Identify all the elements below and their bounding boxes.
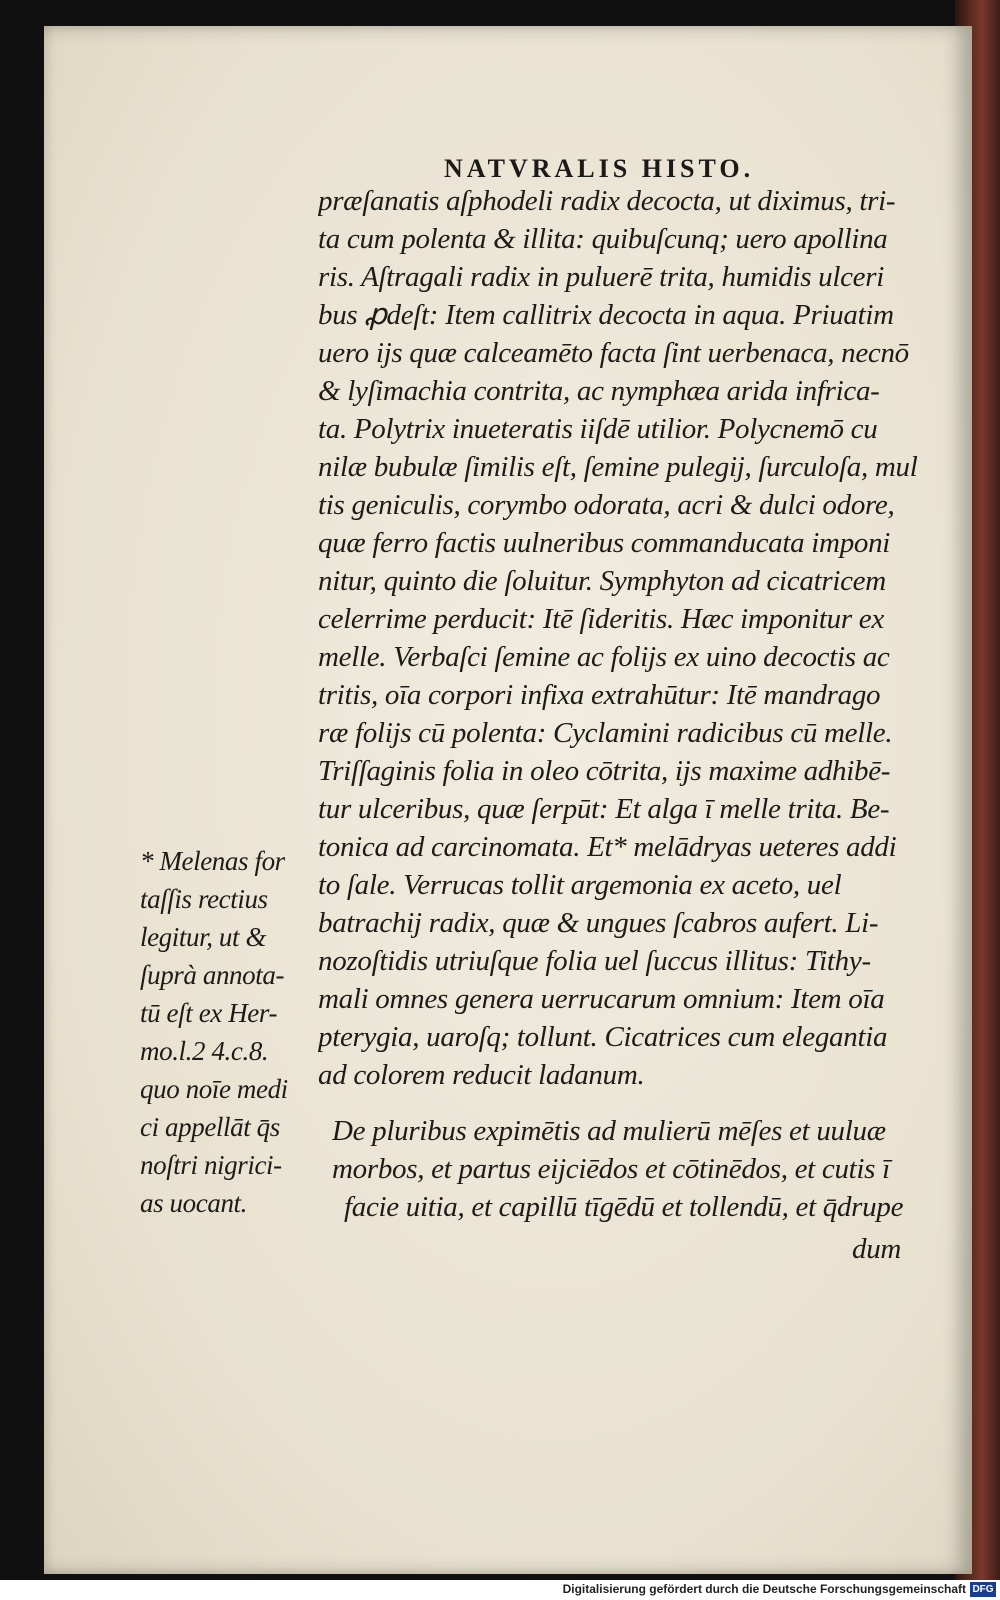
margin-line: ci appellāt q̄s — [140, 1112, 280, 1142]
running-title: NATVRALIS HISTO. — [444, 154, 755, 183]
text-line: pterygia, uaroſq; tollunt. Cicatrices cum elegantia — [318, 1021, 888, 1053]
dfg-logo-icon: DFG — [970, 1582, 996, 1597]
book-page — [44, 26, 972, 1574]
text-line: to ſale. Verrucas tollit argemonia ex aceto, uel — [318, 869, 842, 901]
text-line: mali omnes genera uerrucarum omnium: Item oīa — [318, 983, 885, 1015]
text-line: tis geniculis, corymbo odorata, acri & dulci odore, — [318, 489, 895, 521]
margin-line: taſſis rectius — [140, 884, 268, 914]
margin-line: noſtri nigrici- — [140, 1150, 282, 1180]
text-line: tritis, oīa corpori infixa extrahūtur: Itē mandrago — [318, 679, 881, 711]
text-line: ræ folijs cū polenta: Cyclamini radicibus cū melle. — [318, 717, 893, 749]
margin-line: tū eſt ex Her- — [140, 998, 278, 1028]
text-line: bus ꝓdeſt: Item callitrix decocta in aqua. Priuatim — [318, 299, 894, 331]
margin-line: quo noīe medi — [140, 1074, 288, 1104]
margin-line: as uocant. — [140, 1188, 247, 1218]
catchword: dum — [852, 1233, 902, 1265]
digitization-footer — [0, 1580, 1000, 1600]
text-line: nilæ bubulæ ſimilis eſt, ſemine pulegij, ſurculoſa, mul — [318, 451, 918, 483]
text-line: nozoſtidis utriuſque folia uel ſuccus illitus: Tithy- — [318, 945, 871, 977]
text-line: tonica ad carcinomata. Et* melādryas ueteres addi — [318, 831, 897, 863]
summary-line: De pluribus expimētis ad mulierū mēſes et uuluæ — [332, 1115, 886, 1147]
marginal-note — [140, 842, 314, 1232]
text-line: ris. Aſtragali radix in puluerē trita, humidis ulceri — [318, 261, 884, 293]
text-line: nitur, quinto die ſoluitur. Symphyton ad cicatricem — [318, 565, 886, 597]
text-line: celerrime perducit: Itē ſideritis. Hæc imponitur ex — [318, 603, 884, 635]
chapter-summary — [332, 1112, 918, 1232]
text-line: ta cum polenta & illita: quibuſcunq; uero apollina — [318, 223, 888, 255]
text-line: & lyſimachia contrita, ac nymphæa arida infrica- — [318, 375, 880, 407]
text-line: quæ ferro factis uulneribus commanducata imponi — [318, 527, 891, 559]
margin-line: legitur, ut & — [140, 922, 267, 952]
text-line: ad colorem reducit ladanum. — [318, 1059, 645, 1091]
summary-line: facie uitia, et capillū tīgēdū et tollendū, et q̄drupe — [344, 1191, 904, 1223]
margin-line: mo.l.2 4.c.8. — [140, 1036, 269, 1066]
margin-line: * Melenas for — [140, 846, 285, 876]
text-line: uero ijs quæ calceamēto facta ſint uerbenaca, necnō — [318, 337, 909, 369]
text-line: tur ulceribus, quæ ſerpūt: Et alga ī melle trita. Be- — [318, 793, 890, 825]
summary-line: morbos, et partus eijciēdos et cōtinēdos, et cutis ī — [332, 1153, 890, 1185]
funding-credit: Digitalisierung gefördert durch die Deutsche Forschungsgemeinschaft — [562, 1582, 966, 1596]
text-line: ta. Polytrix inueteratis iiſdē utilior. Polycnemō cu — [318, 413, 878, 445]
margin-line: ſuprà annota- — [140, 960, 285, 990]
text-line: Triſſaginis folia in oleo cōtrita, ijs maxime adhibē- — [318, 755, 891, 787]
text-line: præſanatis aſphodeli radix decocta, ut diximus, tri- — [318, 185, 896, 217]
main-text-block — [318, 182, 918, 1112]
text-line: batrachij radix, quæ & ungues ſcabros aufert. Li- — [318, 907, 879, 939]
text-line: melle. Verbaſci ſemine ac folijs ex uino decoctis ac — [318, 641, 890, 673]
